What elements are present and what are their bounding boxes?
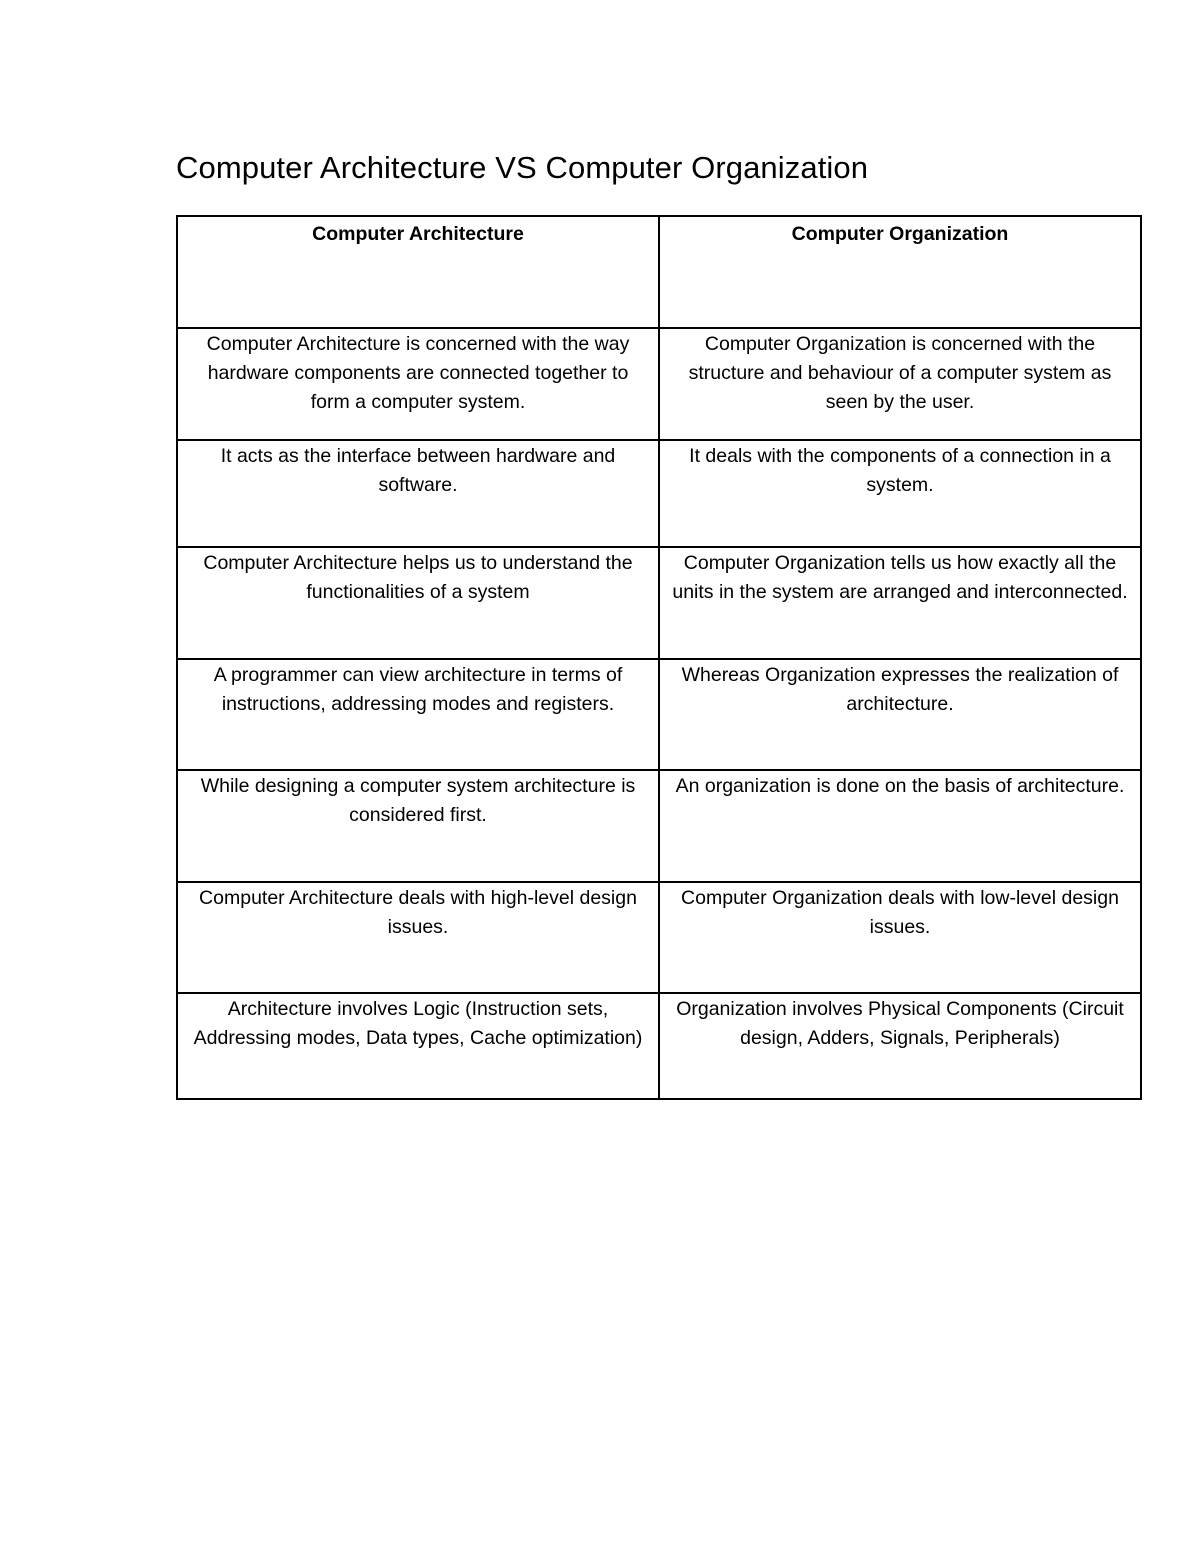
- architecture-cell: It acts as the interface between hardware and software.: [177, 440, 659, 547]
- table-row: [177, 328, 1141, 440]
- table-row: [177, 882, 1141, 993]
- organization-cell: It deals with the components of a connection in a system.: [659, 440, 1141, 547]
- architecture-cell: While designing a computer system architecture is considered first.: [177, 770, 659, 882]
- table-row: [177, 770, 1141, 882]
- architecture-cell: Computer Architecture is concerned with the way hardware components are connected together to form a computer system.: [177, 328, 659, 440]
- comparison-table: [176, 215, 1142, 1100]
- organization-cell: Whereas Organization expresses the realization of architecture.: [659, 659, 1141, 770]
- table-row: [177, 659, 1141, 770]
- header-computer-organization: Computer Organization: [659, 216, 1141, 328]
- organization-cell: An organization is done on the basis of architecture.: [659, 770, 1141, 882]
- table-header-row: [177, 216, 1141, 328]
- table-row: [177, 440, 1141, 547]
- architecture-cell: Computer Architecture helps us to understand the functionalities of a system: [177, 547, 659, 659]
- architecture-cell: A programmer can view architecture in terms of instructions, addressing modes and registers.: [177, 659, 659, 770]
- architecture-cell: Computer Architecture deals with high-level design issues.: [177, 882, 659, 993]
- page-title: Computer Architecture VS Computer Organization: [176, 150, 869, 185]
- organization-cell: Computer Organization is concerned with the structure and behaviour of a computer system as seen by the user.: [659, 328, 1141, 440]
- table-row: [177, 993, 1141, 1099]
- header-computer-architecture: Computer Architecture: [177, 216, 659, 328]
- organization-cell: Computer Organization tells us how exactly all the units in the system are arranged and interconnected.: [659, 547, 1141, 659]
- table-row: [177, 547, 1141, 659]
- organization-cell: Computer Organization deals with low-level design issues.: [659, 882, 1141, 993]
- architecture-cell: Architecture involves Logic (Instruction sets, Addressing modes, Data types, Cache optimization): [177, 993, 659, 1099]
- organization-cell: Organization involves Physical Components (Circuit design, Adders, Signals, Peripherals): [659, 993, 1141, 1099]
